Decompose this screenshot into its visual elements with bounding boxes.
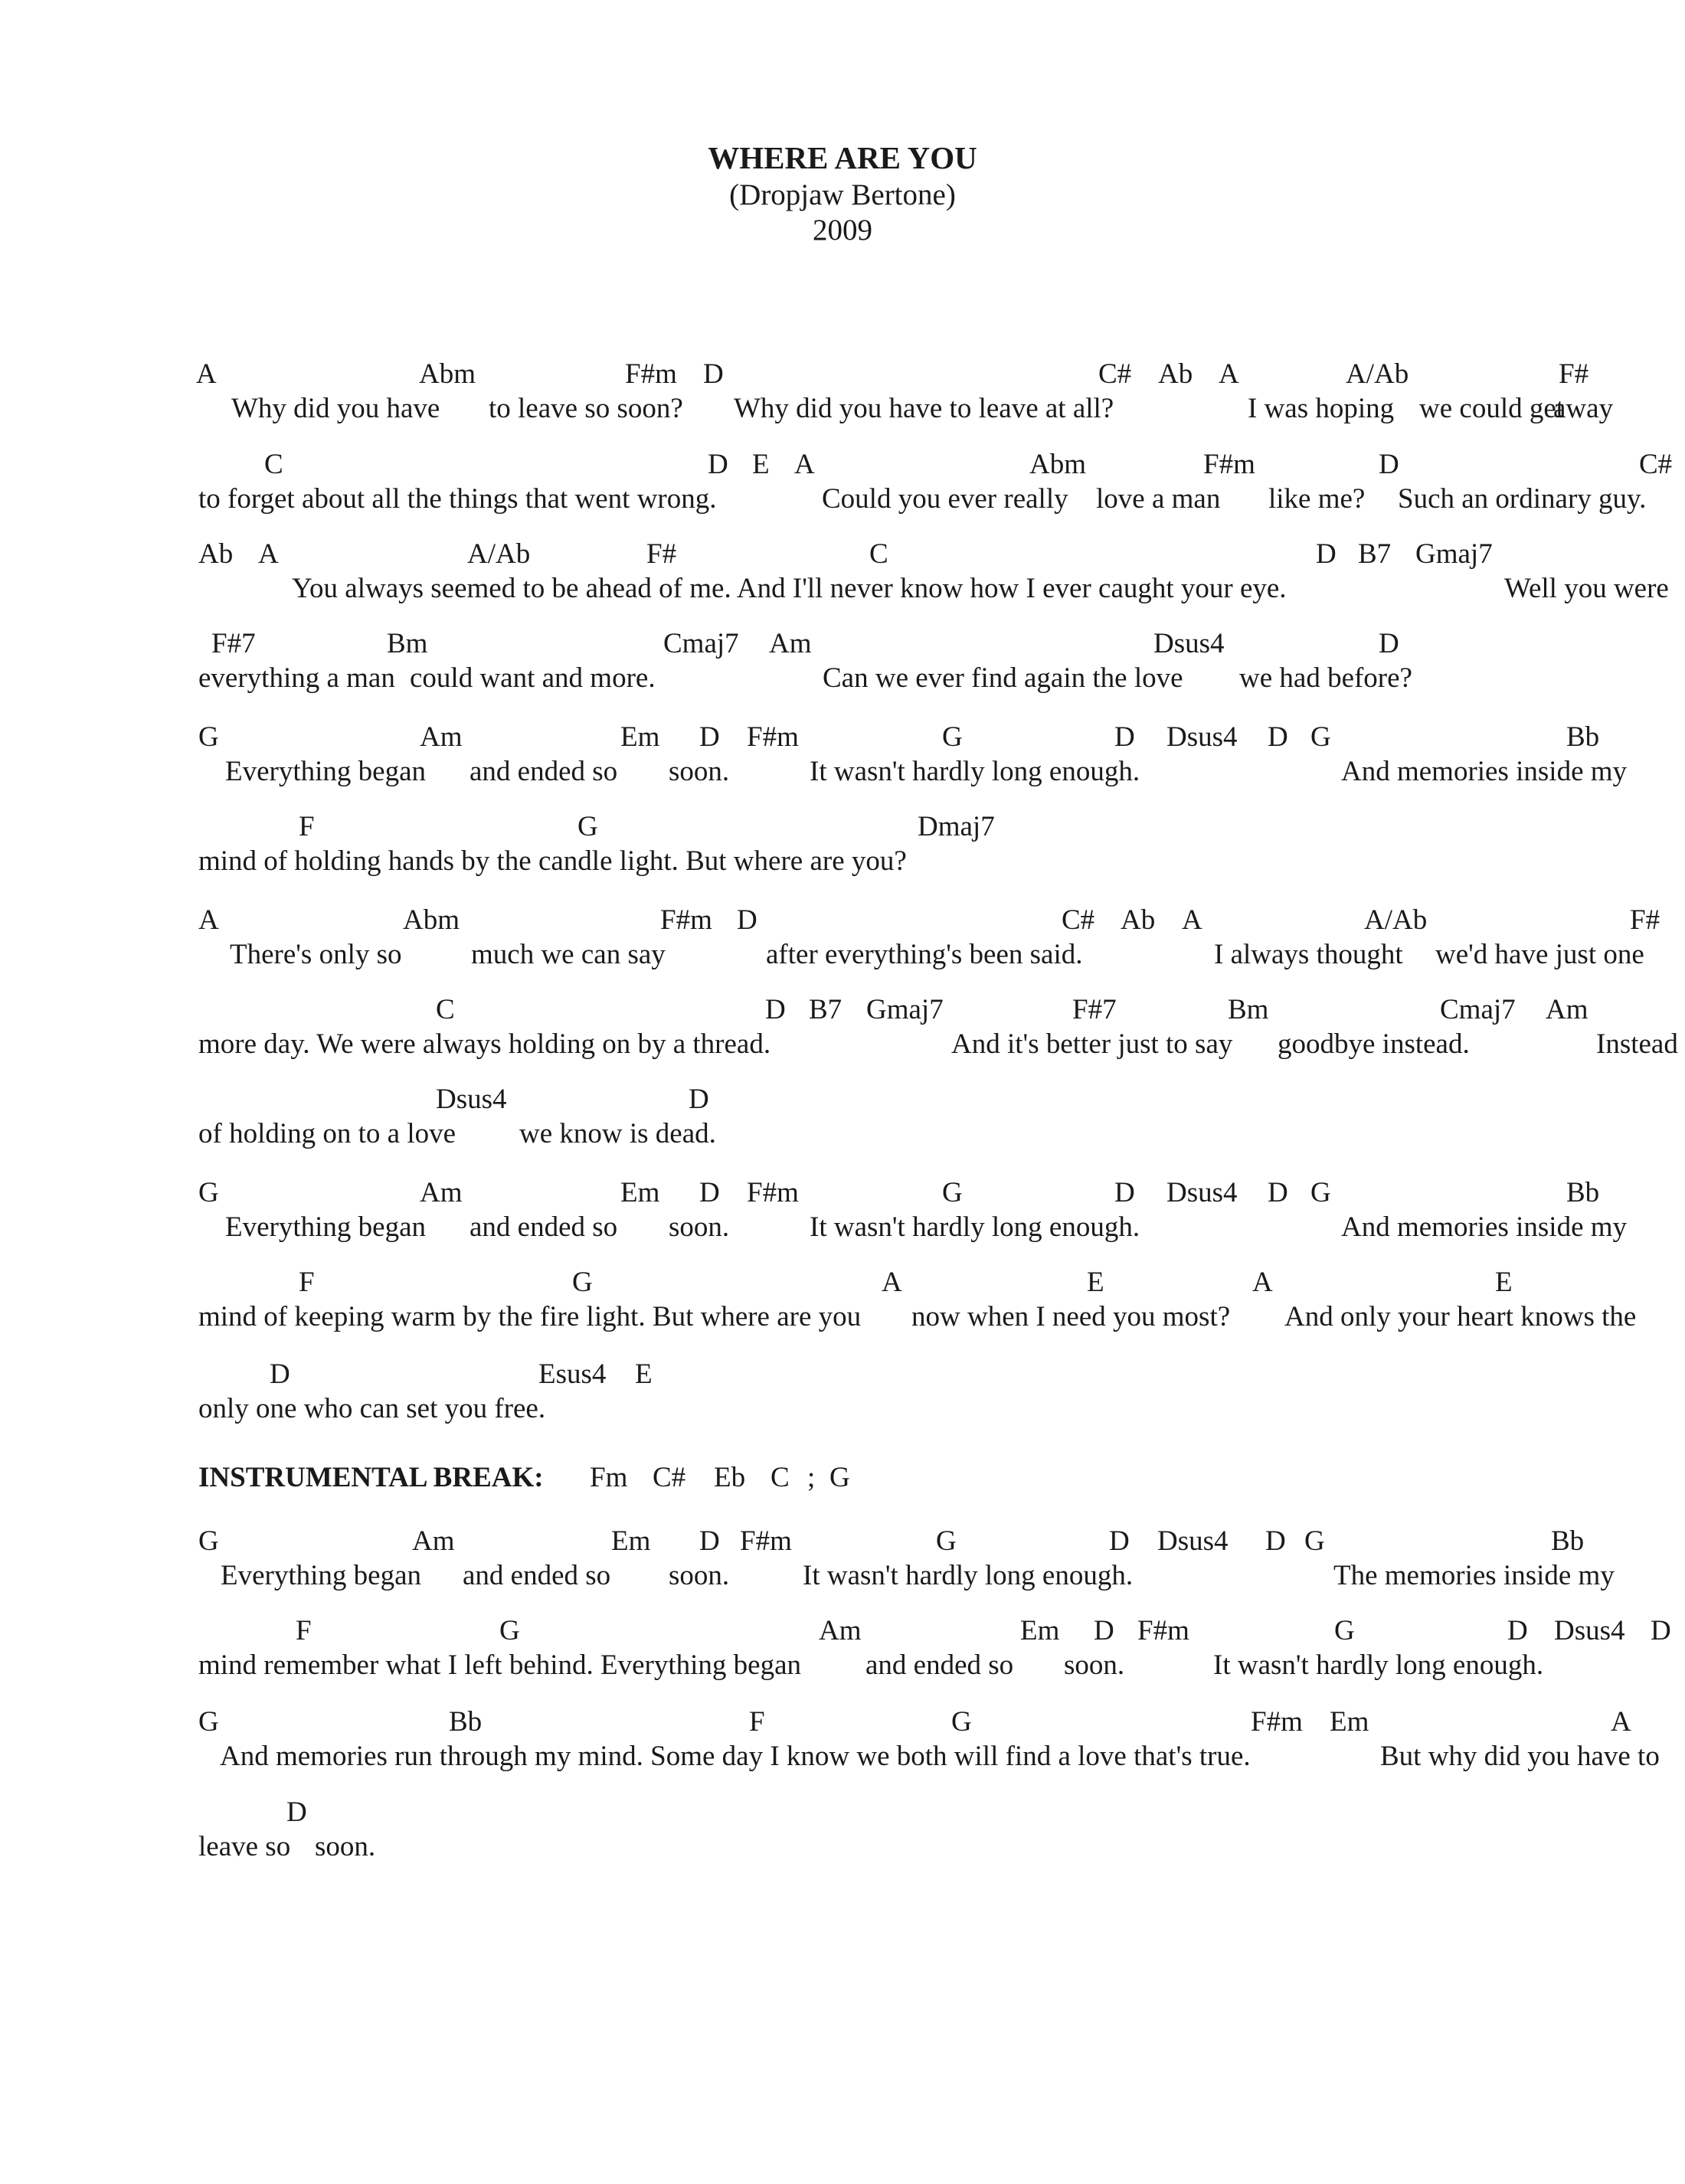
chord: D [699,1525,720,1557]
lyric-phrase: only one who can set you free. [198,1393,546,1424]
lyric-phrase: mind of keeping warm by the fire light. But where are you [198,1301,862,1332]
chord: Gmaj7 [866,994,944,1025]
chord: D [286,1797,307,1828]
lyric-phrase: And memories run through my mind. Some day I know we both will find a love that's true. [220,1741,1251,1772]
chord: G [198,721,219,753]
chord: Dsus4 [436,1084,507,1115]
chord: G [198,1706,219,1738]
chord: Am [769,628,812,659]
chord: Am [420,721,463,753]
lyric-phrase: everything a man [198,662,395,694]
lyric-phrase: And memories inside my [1341,756,1628,787]
chord: A [198,904,219,936]
chord: F# [646,538,677,570]
chord: G [1310,1177,1331,1208]
chord: Cmaj7 [663,628,739,659]
chord-line [0,536,1685,573]
lyric-phrase: It wasn't hardly long enough. [1213,1649,1544,1681]
chord: G [1310,721,1331,753]
lyric-phrase: But why did you have to [1380,1741,1660,1772]
lyric-phrase: we'd have just one [1435,939,1644,970]
chord: Dsus4 [1153,628,1225,659]
chord: Am [1546,994,1588,1025]
chord: A [1611,1706,1631,1738]
chord-line [0,992,1685,1028]
lyric-phrase: we know is dead. [519,1118,716,1149]
chord: G [829,1462,850,1493]
lyric-phrase: It wasn't hardly long enough. [803,1560,1134,1591]
chord: A [196,358,217,390]
chord: Cmaj7 [1440,994,1516,1025]
lyric-line [0,1647,1685,1684]
chord: F [749,1706,765,1738]
chord-line [0,1264,1685,1301]
lyric-phrase: after everything's been said. [766,939,1083,970]
lyric-phrase: soon. [669,1560,730,1591]
lyric-phrase: Instead [1596,1028,1678,1060]
chord: Bb [1566,721,1600,753]
chord: Em [620,721,660,753]
chord: E [635,1358,653,1390]
chord: D [1379,449,1399,480]
chord: F#m [1251,1706,1303,1738]
lyric-phrase: Can we ever find again the love [823,662,1183,694]
chord: D [703,358,724,390]
lyric-phrase: And only your heart knows the [1284,1301,1637,1332]
lyric-phrase: I was hoping [1248,393,1395,424]
chord-line [0,1523,1685,1560]
chord: D [1379,628,1399,659]
chord-line [0,809,1685,845]
chord: F [299,1267,315,1298]
lyric-line [0,1209,1685,1246]
lyric-phrase: And memories inside my [1341,1211,1628,1243]
chord: D [699,1177,720,1208]
lyric-phrase: leave so [198,1831,291,1862]
lyric-phrase: I always thought [1214,939,1403,970]
chord: Am [420,1177,463,1208]
chord: F#7 [1072,994,1117,1025]
chord: F#m [747,721,799,753]
lyric-phrase: Such an ordinary guy. [1398,483,1647,515]
chord: Eb [714,1462,746,1493]
lyric-line [0,660,1685,697]
lyric-phrase: Why did you have [231,393,440,424]
chord: Abm [419,358,476,390]
chord: F#m [625,358,677,390]
lyric-line [0,1116,1685,1152]
chord: A/Ab [1364,904,1428,936]
lyric-line [0,1026,1685,1063]
chord: Dmaj7 [918,811,995,842]
chord: Abm [1029,449,1086,480]
chord: Gmaj7 [1415,538,1493,570]
chord: G [936,1525,957,1557]
lyric-phrase: we had before? [1239,662,1412,694]
chord: Bb [1566,1177,1600,1208]
chord: F#m [1137,1615,1189,1646]
lyric-line [0,937,1685,973]
chord: Am [819,1615,862,1646]
instrumental-break-line [0,1460,1685,1496]
chord: F# [1630,904,1660,936]
lyric-phrase: and ended so [470,756,618,787]
lyric-phrase: It wasn't hardly long enough. [810,1211,1140,1243]
lyric-phrase: soon. [669,1211,730,1243]
chord: Ab [1121,904,1156,936]
chord: D [270,1358,290,1390]
chord: C [869,538,888,570]
chord: C# [1639,449,1673,480]
chord: C# [653,1462,686,1493]
lyric-phrase: You always seemed to be ahead of me. And I'll never know how I ever caught your eye. [292,573,1287,604]
chord: B7 [1358,538,1392,570]
lyric-phrase: of holding on to a love [198,1118,456,1149]
lyric-phrase: to leave so soon? [489,393,683,424]
chord: A [1182,904,1202,936]
chord: D [1507,1615,1528,1646]
chord: A [794,449,815,480]
lyric-phrase: It wasn't hardly long enough. [810,756,1140,787]
chord-line [0,446,1685,483]
chord: A/Ab [467,538,531,570]
chord: C# [1098,358,1132,390]
chord: Bm [1228,994,1269,1025]
chord: G [1334,1615,1355,1646]
chord: Em [620,1177,660,1208]
lyric-line [0,481,1685,518]
lyric-line [0,1829,1685,1865]
chord: Esus4 [538,1358,607,1390]
chord: Dsus4 [1157,1525,1229,1557]
lyric-line [0,1299,1685,1336]
chord: G [942,721,963,753]
lyric-line [0,1738,1685,1775]
lyric-line [0,391,1685,427]
chord: A [882,1267,902,1298]
chord: Fm [590,1462,628,1493]
chord: G [1304,1525,1325,1557]
chord: D [1109,1525,1130,1557]
lyric-phrase: The memories inside my [1333,1560,1615,1591]
section-label: INSTRUMENTAL BREAK: [198,1462,544,1493]
chord-line [0,902,1685,939]
chord: D [737,904,757,936]
chord: Dsus4 [1166,1177,1238,1208]
chord: D [1316,538,1337,570]
chord-line [0,1356,1685,1393]
chord: G [942,1177,963,1208]
chord-line [0,1794,1685,1831]
chord: C# [1062,904,1095,936]
chord: Abm [403,904,460,936]
lyric-line [0,571,1685,607]
chord: C [264,449,283,480]
chord: F#m [747,1177,799,1208]
lyric-phrase: Why did you have to leave at all? [734,393,1114,424]
lyric-line [0,843,1685,880]
chord: Em [1330,1706,1369,1738]
lyric-phrase: more day. We were always holding on by a thread. [198,1028,771,1060]
chord: D [708,449,728,480]
lyric-phrase: Everything began [225,756,426,787]
lyric-phrase: Everything began [221,1560,421,1591]
chord-line [0,1081,1685,1118]
lyric-phrase: love a man [1096,483,1221,515]
lyric-phrase: mind of holding hands by the candle light. But where are you? [198,845,907,877]
chord: E [1087,1267,1104,1298]
chord: G [951,1706,972,1738]
lyric-line [0,1558,1685,1594]
chord: Am [412,1525,455,1557]
chord: C [436,994,455,1025]
chord: F#m [1203,449,1255,480]
lyric-phrase: soon. [1064,1649,1125,1681]
chord: D [1268,1177,1288,1208]
lyric-phrase: and ended so [470,1211,618,1243]
chord: Bb [449,1706,483,1738]
chord: G [577,811,598,842]
chord: A [258,538,279,570]
lyric-phrase: and ended so [463,1560,611,1591]
chord: G [198,1177,219,1208]
lyric-phrase: There's only so [230,939,402,970]
lyric-phrase: away [1553,393,1614,424]
lyric-phrase: Could you ever really [822,483,1068,515]
chord: D [699,721,720,753]
chord: Bb [1551,1525,1585,1557]
lyric-phrase: soon. [315,1831,376,1862]
lyric-phrase: to forget about all the things that went wrong. [198,483,717,515]
chord-line [0,356,1685,393]
chord: F [299,811,315,842]
chord: D [689,1084,709,1115]
chord: D [1651,1615,1671,1646]
chord: F#7 [211,628,256,659]
chord: D [1268,721,1288,753]
chord: D [1265,1525,1286,1557]
chord: G [198,1525,219,1557]
chord: Dsus4 [1166,721,1238,753]
chord: D [1114,1177,1135,1208]
chord: Dsus4 [1554,1615,1625,1646]
chord: E [1495,1267,1513,1298]
lyric-line [0,754,1685,790]
song-title: WHERE ARE YOU [708,140,977,175]
lyric-phrase: And it's better just to say [951,1028,1233,1060]
lyric-phrase: much we can say [471,939,666,970]
lyric-phrase: Well you were [1504,573,1669,604]
chord: Ab [198,538,234,570]
chord: D [1114,721,1135,753]
song-year: 2009 [813,214,872,247]
chord: Ab [1158,358,1193,390]
chord: G [499,1615,520,1646]
chord: C [771,1462,790,1493]
chord: ; [807,1462,816,1493]
lyric-phrase: and ended so [865,1649,1014,1681]
chord: F#m [740,1525,792,1557]
song-artist: (Dropjaw Bertone) [729,178,956,211]
chord: B7 [809,994,842,1025]
lyric-phrase: now when I need you most? [911,1301,1231,1332]
chord: A/Ab [1346,358,1409,390]
chord-line [0,719,1685,756]
lyric-phrase: mind remember what I left behind. Everything began [198,1649,802,1681]
chord: Em [1020,1615,1060,1646]
chord: F [296,1615,312,1646]
lyric-phrase: like me? [1268,483,1366,515]
chord: D [765,994,786,1025]
chord: Bm [387,628,428,659]
chord-line [0,1704,1685,1741]
chord: F# [1559,358,1589,390]
chord: G [572,1267,593,1298]
chord: A [1219,358,1239,390]
chord: D [1094,1615,1114,1646]
chord: F#m [660,904,712,936]
lyric-line [0,1391,1685,1427]
lyric-phrase: goodbye instead. [1278,1028,1470,1060]
chord-line [0,626,1685,662]
lyric-phrase: we could get [1419,393,1565,424]
chord: A [1252,1267,1273,1298]
chord: E [752,449,770,480]
chord: Em [611,1525,651,1557]
lyric-phrase: soon. [669,756,730,787]
lyric-phrase: Everything began [225,1211,426,1243]
chord-line [0,1613,1685,1649]
lyric-phrase: could want and more. [410,662,656,694]
chord-line [0,1175,1685,1211]
